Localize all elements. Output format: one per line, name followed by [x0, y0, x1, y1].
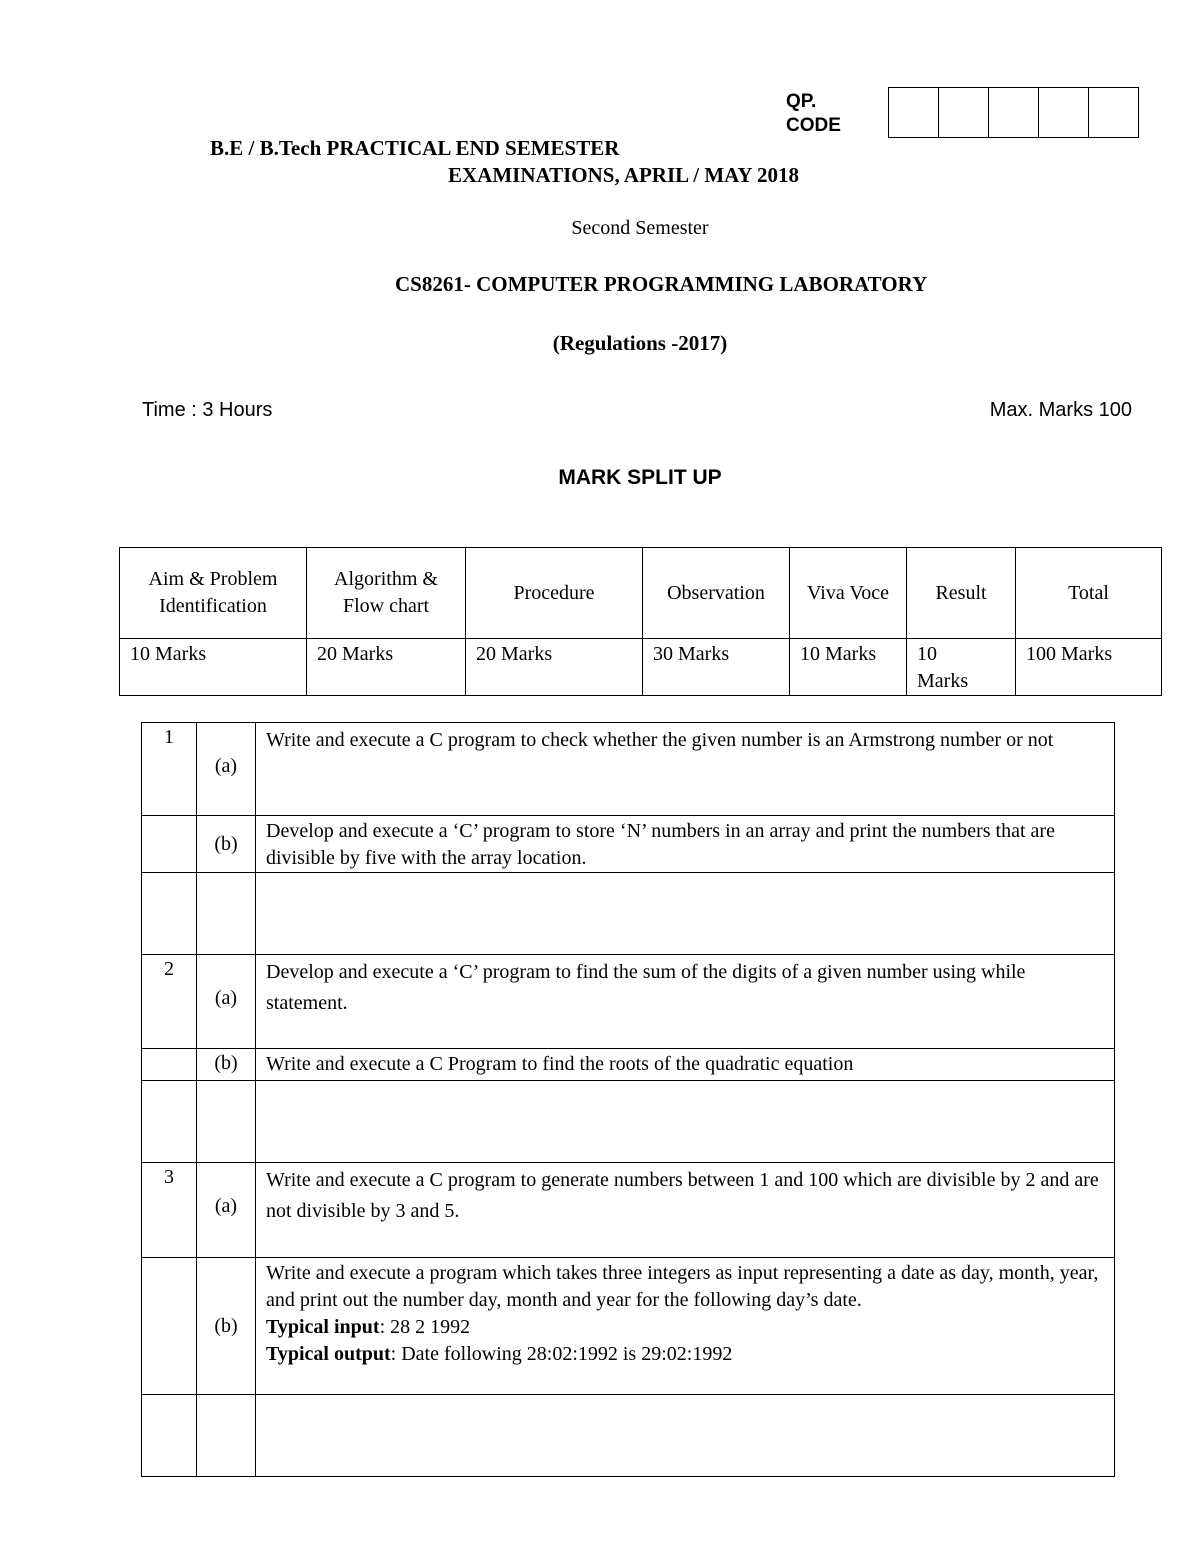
qp-code-label: QP. CODE	[786, 91, 841, 136]
table-cell: 10 Marks	[907, 639, 1016, 696]
typical-output	[266, 1341, 1105, 1368]
question-part-label: (a)	[197, 955, 256, 1049]
table-cell: 20 Marks	[307, 639, 466, 696]
mark-split-table	[119, 547, 1162, 696]
table-cell: 10 Marks	[120, 639, 307, 696]
question-text: Develop and execute a ‘C’ program to store ‘N’ numbers in an array and print the numbers that are divisible by five with the array location.	[256, 816, 1115, 873]
question-text: Develop and execute a ‘C’ program to find the sum of the digits of a given number using while statement.	[256, 955, 1115, 1049]
typical-output-label: Typical output	[266, 1343, 391, 1365]
table-header-cell: Algorithm & Flow chart	[307, 548, 466, 639]
question-part-label: (b)	[197, 1049, 256, 1081]
questions-table	[141, 722, 1115, 1477]
qp-code-box	[989, 88, 1039, 137]
typical-output-value: : Date following 28:02:1992 is 29:02:1992	[390, 1343, 733, 1365]
question-row	[142, 1258, 1115, 1395]
course-title: CS8261- COMPUTER PROGRAMMING LABORATORY	[395, 272, 928, 296]
table-cell: 30 Marks	[643, 639, 790, 696]
question-row	[142, 816, 1115, 873]
question-number: 3	[142, 1163, 197, 1258]
question-text-body: Write and execute a program which takes three integers as input representing a date as day, month, year, and print out the number day, month and year for the following day’s date.	[266, 1262, 1099, 1311]
question-text: Write and execute a C program to generate numbers between 1 and 100 which are divisible by 2 and are not divisible by 3 and 5.	[256, 1163, 1115, 1258]
table-cell: 10 Marks	[790, 639, 907, 696]
question-number: 1	[142, 723, 197, 816]
question-part-label: (a)	[197, 1163, 256, 1258]
exam-title-line1: B.E / B.Tech PRACTICAL END SEMESTER	[210, 136, 620, 160]
qp-code-box	[889, 88, 939, 137]
typical-input-value: : 28 2 1992	[379, 1316, 471, 1338]
regulations: (Regulations -2017)	[552, 331, 728, 355]
question-text: Write and execute a C program to check whether the given number is an Armstrong number or not	[256, 723, 1115, 816]
qp-code-box	[1089, 88, 1138, 137]
question-part-label: (b)	[197, 816, 256, 873]
exam-title-line2: EXAMINATIONS, APRIL / MAY 2018	[448, 163, 800, 187]
table-row	[120, 639, 1162, 696]
empty-row	[142, 873, 1115, 955]
question-row	[142, 1163, 1115, 1258]
qp-code-box	[1039, 88, 1089, 137]
semester: Second Semester	[571, 217, 709, 239]
exam-time: Time : 3 Hours	[142, 399, 273, 421]
question-row	[142, 955, 1115, 1049]
question-text	[256, 1258, 1115, 1395]
table-header-cell: Procedure	[466, 548, 643, 639]
table-cell: 20 Marks	[466, 639, 643, 696]
max-marks: Max. Marks 100	[989, 399, 1132, 421]
table-header-row	[120, 548, 1162, 639]
table-header-cell: Viva Voce	[790, 548, 907, 639]
mark-split-title: MARK SPLIT UP	[558, 466, 722, 489]
question-part-label: (b)	[197, 1258, 256, 1395]
empty-row	[142, 1081, 1115, 1163]
question-row	[142, 1049, 1115, 1081]
question-row	[142, 723, 1115, 816]
table-header-cell: Observation	[643, 548, 790, 639]
table-cell: 100 Marks	[1016, 639, 1162, 696]
table-header-cell: Result	[907, 548, 1016, 639]
question-number: 2	[142, 955, 197, 1049]
typical-input-label: Typical input	[266, 1316, 380, 1338]
table-header-cell: Aim & Problem Identification	[120, 548, 307, 639]
question-part-label: (a)	[197, 723, 256, 816]
typical-input	[266, 1314, 1105, 1341]
empty-row	[142, 1395, 1115, 1477]
question-text: Write and execute a C Program to find the roots of the quadratic equation	[256, 1049, 1115, 1081]
qp-code-boxes	[888, 87, 1139, 138]
table-header-cell: Total	[1016, 548, 1162, 639]
qp-code-box	[939, 88, 989, 137]
